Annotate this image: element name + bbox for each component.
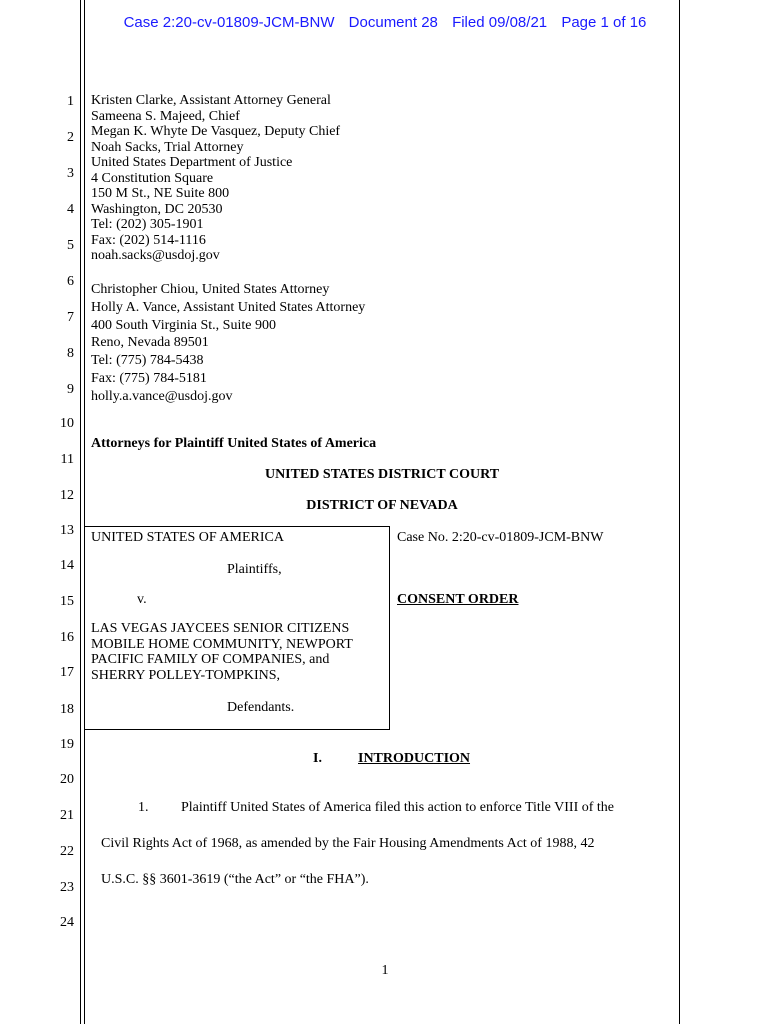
- line-number: 3: [67, 166, 74, 181]
- counsel-line: Tel: (202) 305-1901: [91, 217, 204, 232]
- counsel-line: Sameena S. Majeed, Chief: [91, 108, 240, 124]
- counsel-line: Fax: (775) 784-5181: [91, 370, 207, 386]
- caption-plaintiff: UNITED STATES OF AMERICA: [91, 530, 284, 545]
- page-number: 1: [381, 963, 389, 978]
- line-number: 10: [60, 416, 74, 431]
- caption-rule-bottom: [85, 729, 390, 730]
- left-margin-rule-outer: [80, 0, 81, 1024]
- line-number: 17: [60, 665, 74, 680]
- line-number: 2: [67, 130, 74, 145]
- line-number: 7: [67, 310, 74, 325]
- counsel-line: noah.sacks@usdoj.gov: [91, 248, 220, 263]
- line-number: 18: [60, 702, 74, 717]
- paragraph-number: 1.: [138, 800, 149, 815]
- defendant-line: MOBILE HOME COMMUNITY, NEWPORT: [91, 636, 353, 652]
- filing-header: [0, 14, 770, 31]
- line-number: 23: [60, 880, 74, 895]
- line-number: 14: [60, 558, 74, 573]
- line-number: 1: [67, 94, 74, 109]
- section-number: I.: [313, 751, 322, 766]
- district-name: DISTRICT OF NEVADA: [306, 498, 458, 513]
- defendant-line: PACIFIC FAMILY OF COMPANIES, and: [91, 652, 330, 667]
- line-number: 12: [60, 488, 74, 503]
- line-number: 5: [67, 238, 74, 253]
- counsel-line: Fax: (202) 514-1116: [91, 232, 206, 248]
- caption-rule-top: [85, 526, 390, 527]
- counsel-line: Noah Sacks, Trial Attorney: [91, 139, 244, 155]
- defendant-line: SHERRY POLLEY-TOMPKINS,: [91, 667, 281, 683]
- caption-rule-vertical: [389, 526, 390, 730]
- line-number: 6: [67, 274, 74, 289]
- line-number: 16: [60, 630, 74, 645]
- counsel-line: 4 Constitution Square: [91, 170, 214, 186]
- line-number: 8: [67, 346, 74, 361]
- counsel-line: Kristen Clarke, Assistant Attorney General: [91, 93, 331, 108]
- line-number: 21: [60, 808, 74, 823]
- defendant-line: LAS VEGAS JAYCEES SENIOR CITIZENS: [91, 621, 350, 636]
- attorneys-for-line: Attorneys for Plaintiff United States of America: [91, 436, 377, 451]
- paragraph-line: Civil Rights Act of 1968, as amended by the Fair Housing Amendments Act of 1988, 42: [101, 836, 595, 851]
- counsel-line: 400 South Virginia St., Suite 900: [91, 317, 276, 333]
- line-number: 11: [60, 452, 74, 467]
- header-case-number: Case 2:20-cv-01809-JCM-BNW: [123, 14, 335, 31]
- caption-defendants: [91, 621, 353, 683]
- counsel-line: United States Department of Justice: [91, 155, 293, 170]
- line-number: 13: [60, 523, 74, 538]
- caption-plaintiff-role: Plaintiffs,: [227, 562, 282, 577]
- line-number: 22: [60, 844, 74, 859]
- header-filed-date: Filed 09/08/21: [452, 14, 548, 31]
- line-number: 15: [60, 594, 74, 609]
- counsel-block-usao: [91, 281, 365, 406]
- counsel-line: Reno, Nevada 89501: [91, 335, 209, 351]
- section-title: INTRODUCTION: [358, 751, 471, 766]
- document-title: CONSENT ORDER: [397, 592, 519, 607]
- line-number: 24: [60, 915, 74, 930]
- line-number: 9: [67, 382, 74, 397]
- header-document-number: Document 28: [348, 14, 438, 31]
- paragraph-line: U.S.C. §§ 3601-3619 (“the Act” or “the FHA”).: [101, 872, 369, 887]
- line-number: 19: [60, 737, 74, 752]
- case-number: Case No. 2:20-cv-01809-JCM-BNW: [397, 530, 604, 545]
- counsel-line: Washington, DC 20530: [91, 201, 223, 217]
- paragraph-line: Plaintiff United States of America filed this action to enforce Title VIII of the: [181, 800, 615, 815]
- caption-versus: v.: [137, 592, 147, 607]
- counsel-line: Tel: (775) 784-5438: [91, 353, 204, 369]
- counsel-line: Megan K. Whyte De Vasquez, Deputy Chief: [91, 124, 341, 139]
- counsel-block-doj: [91, 93, 340, 264]
- counsel-line: Christopher Chiou, United States Attorney: [91, 282, 330, 297]
- counsel-line: 150 M St., NE Suite 800: [91, 186, 230, 201]
- court-name: UNITED STATES DISTRICT COURT: [264, 467, 500, 482]
- line-number: 20: [60, 772, 74, 787]
- right-margin-rule: [679, 0, 680, 1024]
- header-page-count: Page 1 of 16: [561, 14, 647, 31]
- counsel-line: Holly A. Vance, Assistant United States Attorney: [91, 299, 366, 315]
- counsel-line: holly.a.vance@usdoj.gov: [91, 388, 233, 404]
- caption-defendants-role: Defendants.: [227, 700, 295, 715]
- line-number: 4: [67, 202, 74, 217]
